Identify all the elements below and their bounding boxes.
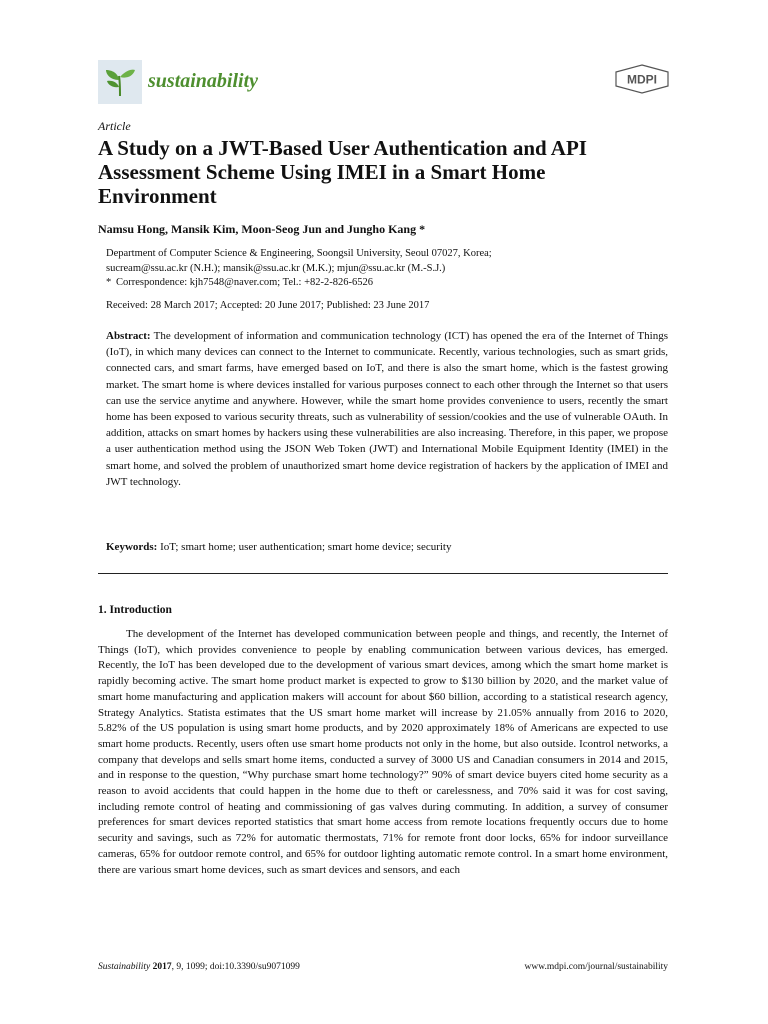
journal-name: sustainability xyxy=(148,70,259,92)
publication-dates: Received: 28 March 2017; Accepted: 20 June 2017; Published: 23 June 2017 xyxy=(106,300,430,311)
journal-url[interactable]: www.mdpi.com/journal/sustainability xyxy=(524,962,668,972)
abstract-label: Abstract: xyxy=(106,330,151,342)
leaf-sprout-icon xyxy=(98,60,142,104)
mdpi-logo xyxy=(614,64,670,94)
author-list: Namsu Hong, Mansik Kim, Moon-Seog Jun and Jungho Kang * xyxy=(98,222,426,236)
article-type: Article xyxy=(98,119,131,133)
section-heading: 1. Introduction xyxy=(98,604,172,616)
author-emails: sucream@ssu.ac.kr (N.H.); mansik@ssu.ac.kr (M.K.); mjun@ssu.ac.kr (M.-S.J.) xyxy=(106,262,446,274)
paper-title: A Study on a JWT-Based User Authentication and API Assessment Scheme Using IMEI in a Smart Home Environment xyxy=(98,136,587,208)
affiliation-line: Department of Computer Science & Engineering, Soongsil University, Seoul 07027, Korea; xyxy=(106,248,492,259)
citation-year: 2017 xyxy=(152,962,172,972)
correspondence xyxy=(106,276,666,291)
citation xyxy=(98,962,300,972)
journal-logo xyxy=(98,60,142,104)
divider xyxy=(98,573,668,574)
body-paragraph: The development of the Internet has developed communication between people and things, and recently, the Internet of Things (IoT), which provides convenience to people by enabling communication between various devices, has emerged. Recently, the IoT has been developed due to the development of various smart devices, among which the smart home market is rapidly becoming active. The smart home product market is expected to grow to $130 billion by 2020, and the market value of smart home manufacturing and application makers will account for about $60 billion, according to a statistical research agency, Strategy Analytics. Statista estimates that the US smart home market will increase by 21.05% annually from 2016 to 2020, 5.82% of the US population is using smart home products, and by 2020 approximately 18% of Americans are expected to use smart home products. Recently, users often use smart home products not only in the home, but also outside. Icontrol networks, a company that develops and sells smart home items, conducted a survey of 3000 US and Canadian consumers in 2014 and 2015, and in response to the question, “Why purchase smart home technology?” 90% of smart device buyers cited home security as a reason to avoid accidents that could happen in the home due to theft or carelessness, and 70% said it was for cost saving, including remote control of heating and commissioning of gas valves during commuting. In addition, a survey of consumer preferences for smart devices reported statistics that smart home access from remote locations frequently occurs due to home security and savings, such as 72% for automatic thermostats, 71% for remote front door locks, 65% for indoor surveillance cameras, 65% for outdoor remote control, and 65% for outdoor lighting automatic remote control. In a smart home environment, there are various smart home devices, such as smart devices and sensors, and each xyxy=(98,628,668,876)
abstract xyxy=(106,328,668,490)
keywords xyxy=(106,541,668,553)
citation-details: , 9, 1099; doi:10.3390/su9071099 xyxy=(171,962,300,972)
citation-journal: Sustainability xyxy=(98,962,151,972)
keywords-label: Keywords: xyxy=(106,541,158,553)
correspondence-marker: * xyxy=(106,277,112,288)
abstract-text: The development of information and communication technology (ICT) has opened the era of the Internet of Things (IoT), in which many devices can connect to the Internet to communicate. Recently, various technologies, such as smart grids, connected cars, and smart farms, have emerged based on IoT, and there is also the smart home, which is the fastest growing market. The smart home is where devices installed for various purposes connect to each other through the Internet so that users can use the service anytime and anywhere. However, while the smart home provides convenience to users, recently the smart home has been exposed to various security threats, such as vulnerability of session/cookies and the use of vulnerable OAuth. In addition, attacks on smart homes by hackers using these vulnerabilities are also increasing. Therefore, in this paper, we propose a user authentication method using the JSON Web Token (JWT) and International Mobile Equipment Identity (IMEI) in the smart home, and solved the problem of unauthorized smart home device registration of hackers by the application of IMEI and JWT technology. xyxy=(106,330,668,488)
affiliations xyxy=(106,247,666,291)
publisher-name: MDPI xyxy=(627,72,657,87)
correspondence-text: Correspondence: kjh7548@naver.com; Tel.: +82-2-826-6526 xyxy=(116,277,373,288)
keywords-text: IoT; smart home; user authentication; smart home device; security xyxy=(160,541,452,553)
